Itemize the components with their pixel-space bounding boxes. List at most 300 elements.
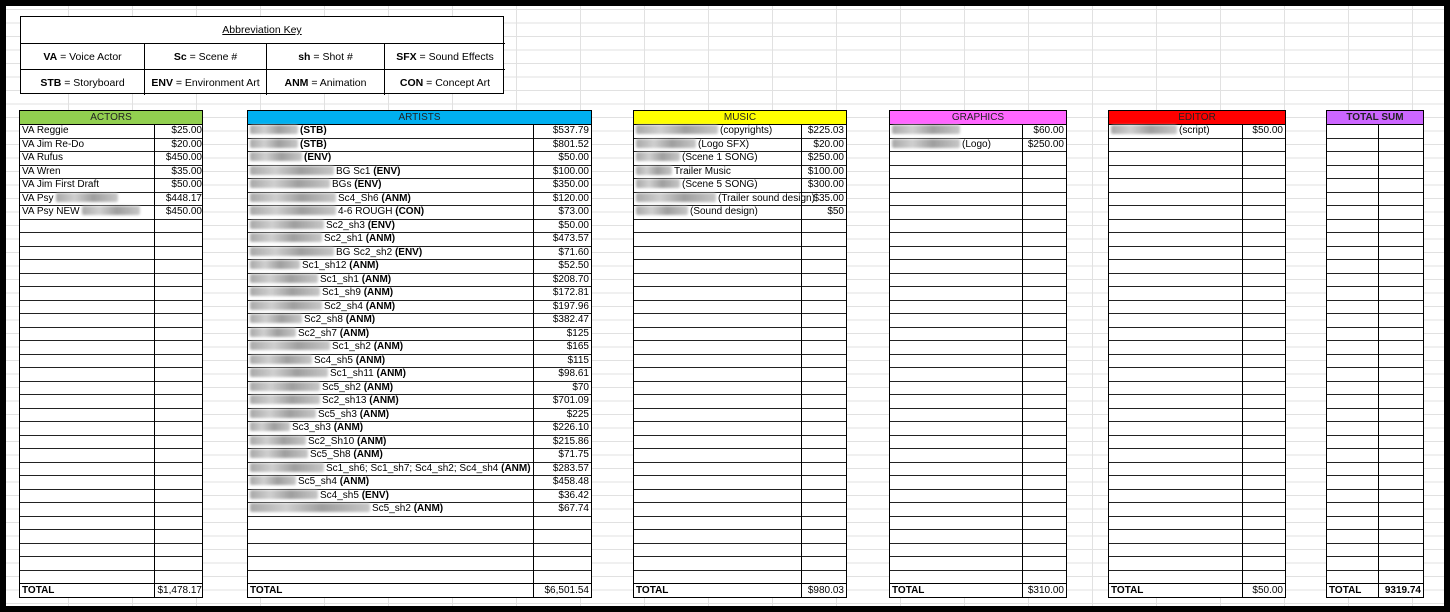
artists-row[interactable] [248, 463, 591, 477]
graphics-row[interactable] [890, 166, 1066, 180]
graphics-row[interactable] [890, 314, 1066, 328]
actors-row[interactable] [20, 274, 202, 288]
actors-row-label [20, 139, 86, 152]
artists-row-label [248, 274, 393, 287]
task-tag: (ANM) [353, 449, 383, 460]
redacted-name [250, 422, 290, 431]
editor-row[interactable] [1109, 287, 1285, 301]
editor-row[interactable] [1109, 125, 1285, 139]
music-row[interactable] [634, 247, 846, 261]
total_sum-row[interactable] [1327, 260, 1423, 274]
artists-row[interactable] [248, 530, 591, 544]
graphics-row[interactable] [890, 355, 1066, 369]
music-row[interactable] [634, 382, 846, 396]
task-desc: Sc1_sh6; Sc1_sh7; Sc4_sh2; Sc4_sh4 [326, 462, 499, 474]
artists-row[interactable] [248, 206, 591, 220]
artists-row[interactable] [248, 449, 591, 463]
editor-row[interactable] [1109, 166, 1285, 180]
artists-row-amount: $36.42 [558, 489, 589, 501]
artists-row[interactable] [248, 422, 591, 436]
music-row-amount: $20.00 [813, 138, 844, 150]
music-row-amount: $50 [827, 206, 844, 217]
actors-row[interactable] [20, 206, 202, 220]
editor-row[interactable] [1109, 328, 1285, 342]
actors-row[interactable] [20, 193, 202, 207]
artists-row[interactable] [248, 382, 591, 396]
redacted-name [636, 166, 672, 175]
editor-row[interactable] [1109, 409, 1285, 423]
artists-row-label [248, 301, 397, 314]
artists-row[interactable] [248, 179, 591, 193]
artists-row[interactable] [248, 436, 591, 450]
total_sum-row[interactable] [1327, 233, 1423, 247]
artists-row-amount: $52.50 [558, 260, 589, 271]
graphics-row[interactable] [890, 274, 1066, 288]
graphics-row[interactable] [890, 544, 1066, 558]
editor-row[interactable] [1109, 503, 1285, 517]
music-row[interactable] [634, 503, 846, 517]
graphics-row[interactable] [890, 152, 1066, 166]
key-abbr: ENV [151, 77, 173, 89]
music-row[interactable] [634, 449, 846, 463]
editor-row[interactable] [1109, 139, 1285, 153]
task-tag: (ANM) [376, 368, 406, 379]
actors-row-label [20, 206, 144, 219]
artists-row[interactable] [248, 247, 591, 261]
graphics-row[interactable] [890, 125, 1066, 139]
music-row[interactable] [634, 220, 846, 234]
artists-row-label [248, 395, 401, 408]
graphics-row[interactable] [890, 341, 1066, 355]
total_sum-row[interactable] [1327, 476, 1423, 490]
artists-row-amount: $73.00 [558, 206, 589, 217]
editor-row[interactable] [1109, 179, 1285, 193]
task-tag: (ANM) [369, 395, 399, 406]
actors-row[interactable] [20, 287, 202, 301]
actors-row[interactable] [20, 422, 202, 436]
editor-row[interactable] [1109, 544, 1285, 558]
music-row[interactable] [634, 530, 846, 544]
actors-row[interactable] [20, 476, 202, 490]
artists-row-amount: $98.61 [558, 368, 589, 379]
music-row-label [634, 179, 760, 192]
music-row-label [634, 193, 817, 206]
editor-row[interactable] [1109, 463, 1285, 477]
total_sum-row[interactable] [1327, 274, 1423, 288]
actors-row-amount: $448.17 [165, 192, 202, 204]
artists-row-label [248, 422, 365, 435]
redacted-name [250, 355, 312, 364]
music-row[interactable] [634, 395, 846, 409]
editor-row[interactable] [1109, 368, 1285, 382]
actors-row[interactable] [20, 314, 202, 328]
task-desc: Sc1_sh12 [302, 260, 347, 271]
redacted-name [892, 125, 960, 134]
music-row[interactable] [634, 517, 846, 531]
artists-row[interactable] [248, 503, 591, 517]
music-row[interactable] [634, 125, 846, 139]
music-row[interactable] [634, 368, 846, 382]
music-row[interactable] [634, 328, 846, 342]
total_sum-row[interactable] [1327, 368, 1423, 382]
artists-row-amount: $125 [566, 327, 589, 339]
task-desc: BG Sc2_sh2 [336, 246, 393, 258]
task-desc: Sc1_sh11 [330, 368, 374, 379]
total_sum-row[interactable] [1327, 193, 1423, 207]
total_sum-row[interactable] [1327, 247, 1423, 261]
editor-row[interactable] [1109, 382, 1285, 396]
actors-row[interactable] [20, 544, 202, 558]
music-row[interactable] [634, 179, 846, 193]
graphics-row[interactable] [890, 395, 1066, 409]
item-label: VA Rufus [22, 152, 63, 163]
spreadsheet-grid[interactable] [6, 6, 1444, 606]
music-row[interactable] [634, 476, 846, 490]
actors-row[interactable] [20, 449, 202, 463]
graphics-row[interactable] [890, 449, 1066, 463]
redacted-name [636, 193, 716, 202]
graphics-row[interactable] [890, 409, 1066, 423]
editor-row[interactable] [1109, 220, 1285, 234]
redacted-name [250, 436, 306, 445]
redacted-name [1111, 125, 1177, 134]
editor-row[interactable] [1109, 476, 1285, 490]
editor-row-label [1109, 125, 1212, 138]
editor-total-label: TOTAL [1111, 585, 1144, 596]
artists-row-amount: $283.57 [552, 462, 589, 474]
actors-row[interactable] [20, 139, 202, 153]
artists-table [247, 110, 592, 598]
graphics-row[interactable] [890, 206, 1066, 220]
graphics-row[interactable] [890, 463, 1066, 477]
editor-row[interactable] [1109, 206, 1285, 220]
total_sum-row[interactable] [1327, 139, 1423, 153]
total_sum-row[interactable] [1327, 179, 1423, 193]
artists-row[interactable] [248, 166, 591, 180]
editor-row[interactable] [1109, 247, 1285, 261]
actors-row[interactable] [20, 355, 202, 369]
key-meaning: Environment Art [184, 77, 260, 89]
music-row-amount: $100.00 [807, 165, 844, 177]
graphics-total-value: $310.00 [1027, 585, 1064, 596]
actors-row[interactable] [20, 395, 202, 409]
task-tag: (ANM) [363, 381, 394, 393]
total_sum-row[interactable] [1327, 530, 1423, 544]
editor-row[interactable] [1109, 355, 1285, 369]
music-row[interactable] [634, 463, 846, 477]
artists-row-label [248, 152, 333, 165]
actors-row[interactable] [20, 490, 202, 504]
task-tag: (ANM) [361, 273, 392, 285]
item-label: (script) [1179, 125, 1210, 136]
music-row[interactable] [634, 166, 846, 180]
artists-row-amount: $197.96 [552, 300, 589, 312]
editor-row[interactable] [1109, 395, 1285, 409]
music-row[interactable] [634, 422, 846, 436]
editor-row[interactable] [1109, 490, 1285, 504]
music-row-amount: $250.00 [807, 152, 844, 163]
artists-row[interactable] [248, 328, 591, 342]
music-row[interactable] [634, 193, 846, 207]
total_sum-row[interactable] [1327, 463, 1423, 477]
artists-row-amount: $115 [567, 354, 589, 366]
music-row[interactable] [634, 490, 846, 504]
actors-row[interactable] [20, 233, 202, 247]
music-row[interactable] [634, 314, 846, 328]
artists-row-amount: $458.48 [552, 476, 589, 487]
music-row[interactable] [634, 557, 846, 571]
redacted-name [250, 193, 336, 202]
item-label: VA Jim First Draft [22, 179, 100, 190]
total_sum-row[interactable] [1327, 436, 1423, 450]
actors-row[interactable] [20, 328, 202, 342]
artists-row[interactable] [248, 260, 591, 274]
total_sum-row[interactable] [1327, 490, 1423, 504]
editor-row[interactable] [1109, 152, 1285, 166]
total_sum-row[interactable] [1327, 382, 1423, 396]
graphics-row[interactable] [890, 503, 1066, 517]
artists-row[interactable] [248, 301, 591, 315]
total_sum-row[interactable] [1327, 301, 1423, 315]
item-label: (Sound design) [690, 206, 758, 217]
graphics-row-label [890, 125, 964, 138]
graphics-row[interactable] [890, 233, 1066, 247]
artists-row[interactable] [248, 476, 591, 490]
graphics-row[interactable] [890, 179, 1066, 193]
total_sum-row[interactable] [1327, 517, 1423, 531]
artists-row[interactable] [248, 193, 591, 207]
music-row[interactable] [634, 355, 846, 369]
actors-row[interactable] [20, 152, 202, 166]
music-row[interactable] [634, 139, 846, 153]
total_sum-row[interactable] [1327, 314, 1423, 328]
actors-row[interactable] [20, 220, 202, 234]
redacted-name [250, 328, 296, 337]
music-row[interactable] [634, 409, 846, 423]
actors-row[interactable] [20, 557, 202, 571]
actors-row[interactable] [20, 436, 202, 450]
graphics-row[interactable] [890, 422, 1066, 436]
graphics-row[interactable] [890, 247, 1066, 261]
total_sum-row[interactable] [1327, 220, 1423, 234]
editor-row[interactable] [1109, 314, 1285, 328]
artists-row-amount: $208.70 [552, 273, 589, 285]
key-abbr: SFX [396, 51, 417, 63]
editor-row[interactable] [1109, 422, 1285, 436]
total_sum-row[interactable] [1327, 557, 1423, 571]
music-row-amount: $35.00 [813, 192, 844, 204]
item-label: VA Reggie [22, 125, 69, 136]
redacted-name [636, 206, 688, 215]
key-meaning: Storyboard [73, 77, 125, 89]
artists-row[interactable] [248, 395, 591, 409]
redacted-name [250, 206, 336, 215]
task-tag: (ENV) [304, 152, 332, 163]
artists-row-amount: $537.79 [552, 125, 589, 136]
editor-row[interactable] [1109, 436, 1285, 450]
music-row[interactable] [634, 206, 846, 220]
actors-row[interactable] [20, 166, 202, 180]
artists-row[interactable] [248, 517, 591, 531]
actors-row[interactable] [20, 341, 202, 355]
actors-row[interactable] [20, 179, 202, 193]
editor-row[interactable] [1109, 449, 1285, 463]
artists-row[interactable] [248, 220, 591, 234]
actors-row[interactable] [20, 247, 202, 261]
actors-row[interactable] [20, 517, 202, 531]
item-label: VA Jim Re-Do [22, 138, 85, 150]
artists-row[interactable] [248, 314, 591, 328]
total-sum-total-row [1327, 583, 1423, 597]
editor-row[interactable] [1109, 517, 1285, 531]
actors-row-amount: $450.00 [165, 152, 202, 163]
graphics-row[interactable] [890, 530, 1066, 544]
artists-row[interactable] [248, 368, 591, 382]
task-tag: (ANM) [359, 408, 390, 420]
artists-row[interactable] [248, 490, 591, 504]
music-row-amount: $300.00 [807, 179, 844, 190]
music-row[interactable] [634, 274, 846, 288]
total_sum-row[interactable] [1327, 544, 1423, 558]
graphics-row[interactable] [890, 287, 1066, 301]
actors-row[interactable] [20, 463, 202, 477]
artists-row[interactable] [248, 557, 591, 571]
graphics-row[interactable] [890, 368, 1066, 382]
actors-row[interactable] [20, 368, 202, 382]
graphics-row[interactable] [890, 382, 1066, 396]
actors-row[interactable] [20, 125, 202, 139]
artists-row-amount: $215.86 [552, 435, 589, 447]
graphics-row[interactable] [890, 260, 1066, 274]
graphics-row[interactable] [890, 193, 1066, 207]
music-row-label [634, 125, 774, 138]
editor-total-value: $50.00 [1252, 585, 1283, 596]
music-row[interactable] [634, 301, 846, 315]
graphics-row[interactable] [890, 328, 1066, 342]
editor-row[interactable] [1109, 341, 1285, 355]
redacted-name [250, 233, 322, 242]
redacted-name [250, 166, 334, 175]
graphics-row[interactable] [890, 490, 1066, 504]
artists-row-label [248, 166, 402, 179]
editor-header: EDITOR [1109, 111, 1285, 125]
music-row[interactable] [634, 152, 846, 166]
artists-row-amount: $70 [572, 381, 589, 393]
artists-row[interactable] [248, 409, 591, 423]
task-desc: Sc4_sh5 [320, 489, 359, 501]
music-row[interactable] [634, 341, 846, 355]
actors-row[interactable] [20, 301, 202, 315]
artists-row[interactable] [248, 233, 591, 247]
artists-row-amount: $801.52 [552, 138, 589, 150]
music-table [633, 110, 847, 598]
music-row[interactable] [634, 260, 846, 274]
editor-row[interactable] [1109, 233, 1285, 247]
redacted-name [250, 368, 328, 377]
total_sum-row[interactable] [1327, 328, 1423, 342]
editor-row[interactable] [1109, 193, 1285, 207]
item-label: VA Wren [22, 165, 61, 177]
music-row[interactable] [634, 544, 846, 558]
key-abbr: sh [298, 51, 311, 63]
graphics-row[interactable] [890, 301, 1066, 315]
graphics-row[interactable] [890, 220, 1066, 234]
redacted-name [250, 179, 330, 188]
total_sum-row[interactable] [1327, 206, 1423, 220]
total_sum-row[interactable] [1327, 449, 1423, 463]
total_sum-row[interactable] [1327, 422, 1423, 436]
actors-header: ACTORS [20, 111, 202, 125]
total_sum-row[interactable] [1327, 152, 1423, 166]
total_sum-row[interactable] [1327, 166, 1423, 180]
task-desc: BGs [332, 179, 352, 190]
total_sum-row[interactable] [1327, 125, 1423, 139]
actors-row[interactable] [20, 503, 202, 517]
redacted-name [250, 463, 324, 472]
graphics-row[interactable] [890, 557, 1066, 571]
artists-total-row [248, 583, 591, 597]
task-desc: Sc2_Sh10 [308, 435, 355, 447]
artists-row[interactable] [248, 341, 591, 355]
graphics-row-amount: $60.00 [1033, 125, 1064, 136]
total_sum-row[interactable] [1327, 341, 1423, 355]
key-meaning: Animation [319, 77, 367, 89]
music-row[interactable] [634, 436, 846, 450]
artists-row[interactable] [248, 287, 591, 301]
total-sum-header: TOTAL SUM [1327, 111, 1423, 125]
actors-row[interactable] [20, 530, 202, 544]
actors-row[interactable] [20, 382, 202, 396]
editor-row[interactable] [1109, 557, 1285, 571]
item-label: (copyrights) [720, 125, 773, 136]
total_sum-row[interactable] [1327, 503, 1423, 517]
graphics-row-amount: $250.00 [1027, 138, 1064, 150]
artists-row[interactable] [248, 274, 591, 288]
graphics-row[interactable] [890, 139, 1066, 153]
key-meaning: Shot # [322, 51, 353, 63]
actors-row-amount: $35.00 [171, 165, 202, 177]
artists-row[interactable] [248, 355, 591, 369]
graphics-row[interactable] [890, 436, 1066, 450]
total_sum-row[interactable] [1327, 409, 1423, 423]
editor-row[interactable] [1109, 530, 1285, 544]
total_sum-row[interactable] [1327, 355, 1423, 369]
artists-row-amount: $165 [566, 341, 589, 352]
redacted-name [636, 179, 680, 188]
music-row[interactable] [634, 233, 846, 247]
task-desc: Sc5_Sh8 [310, 449, 351, 460]
task-tag: (ANM) [413, 503, 444, 514]
music-row[interactable] [634, 287, 846, 301]
actors-row[interactable] [20, 260, 202, 274]
artists-row-amount: $50.00 [558, 152, 589, 163]
item-label: (Scene 1 SONG) [682, 152, 758, 163]
item-label: (Logo SFX) [698, 138, 750, 150]
total_sum-row[interactable] [1327, 395, 1423, 409]
graphics-row[interactable] [890, 517, 1066, 531]
editor-row[interactable] [1109, 274, 1285, 288]
graphics-row[interactable] [890, 476, 1066, 490]
artists-row[interactable] [248, 152, 591, 166]
artists-row[interactable] [248, 125, 591, 139]
editor-row[interactable] [1109, 260, 1285, 274]
actors-row-label [20, 152, 65, 165]
actors-row[interactable] [20, 409, 202, 423]
artists-row[interactable] [248, 544, 591, 558]
artists-row[interactable] [248, 139, 591, 153]
editor-row[interactable] [1109, 301, 1285, 315]
total_sum-row[interactable] [1327, 287, 1423, 301]
